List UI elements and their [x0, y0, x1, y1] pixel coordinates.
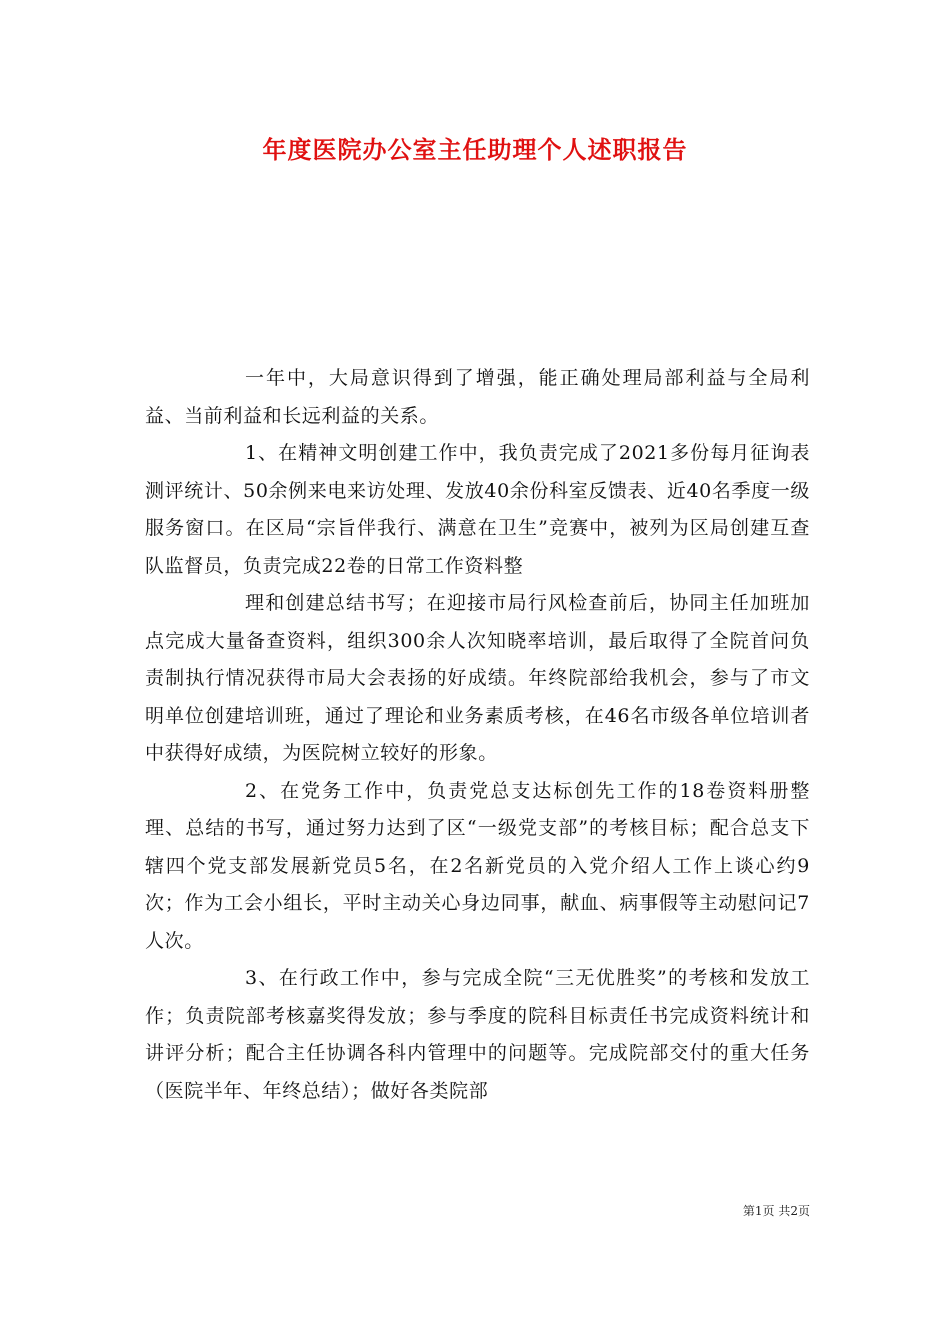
- paragraph-civilization-work: 1、在精神文明创建工作中，我负责完成了2021多份每月征询表测评统计、50余例来电来访处理、发放40余份科室反馈表、近40名季度一级服务窗口。在区局“宗旨伴我行、满意在卫生”竞赛中，被列为区局创建互查队监督员，负责完成22卷的日常工作资料整: [145, 442, 810, 577]
- paragraph-party-work: 2、在党务工作中，负责党总支达标创先工作的18卷资料册整理、总结的书写，通过努力达到了区“一级党支部”的考核目标；配合总支下辖四个党支部发展新党员5名，在2名新党员的入党介绍人工作上谈心约9次；作为工会小组长，平时主动关心身边同事，献血、病事假等主动慰问记7人次。: [145, 779, 810, 952]
- document-body: [145, 360, 810, 1110]
- page-number-footer: 第1页 共2页: [742, 1204, 810, 1218]
- paragraph-intro: 一年中，大局意识得到了增强，能正确处理局部利益与全局利益、当前利益和长远利益的关系。: [145, 367, 810, 427]
- paragraph-administrative-work: 3、在行政工作中，参与完成全院“三无优胜奖”的考核和发放工作；负责院部考核嘉奖得发放；参与季度的院科目标责任书完成资料统计和讲评分析；配合主任协调各科内管理中的问题等。完成院部交付的重大任务（医院半年、年终总结）；做好各类院部: [145, 967, 810, 1102]
- paragraph-civilization-work-continued: 理和创建总结书写；在迎接市局行风检查前后，协同主任加班加点完成大量备查资料，组织300余人次知晓率培训，最后取得了全院首问负责制执行情况获得市局大会表扬的好成绩。年终院部给我机会，参与了市文明单位创建培训班，通过了理论和业务素质考核，在46名市级各单位培训者中获得好成绩，为医院树立较好的形象。: [145, 592, 810, 764]
- document-title: 年度医院办公室主任助理个人述职报告: [262, 135, 688, 164]
